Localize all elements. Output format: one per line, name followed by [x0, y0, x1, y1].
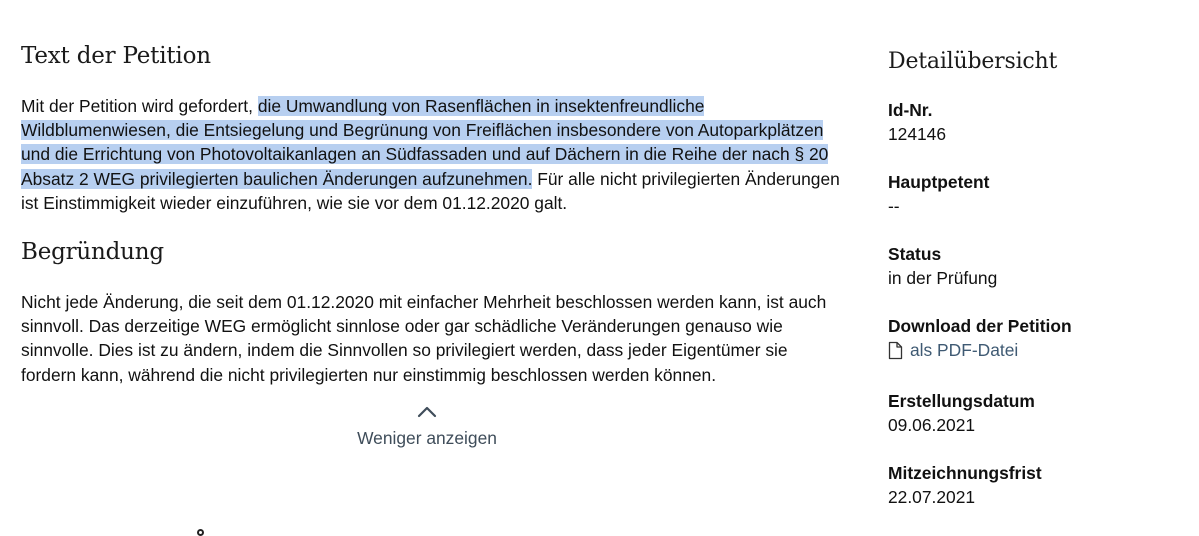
petition-main-content — [21, 40, 841, 387]
petition-text-heading: Text der Petition — [21, 43, 211, 69]
detail-status-value: in der Prüfung — [888, 268, 998, 288]
detail-download — [888, 314, 1188, 365]
detail-deadline-value: 22.07.2021 — [888, 486, 976, 507]
detail-created-label: Erstellungsdatum — [888, 390, 1035, 411]
petition-text-intro: Mit der Petition wird gefordert, — [21, 96, 258, 116]
sidebar-title: Detailübersicht — [888, 49, 1058, 74]
detail-deadline-label: Mitzeichnungsfrist — [888, 462, 1042, 483]
petition-text-selected: die Umwandlung von Rasenflächen in insektenfreundliche Wildblumenwiesen, die Entsiegelung und Begrünung von Freiflächen insbesondere von Autoparkplätzen und die Errichtung von Photovoltaikanlagen an Südfassaden und auf Dächern in die Reihe der nach § 20 Absatz 2 WEG privilegierten baulichen Änderungen aufzunehmen. — [21, 96, 829, 189]
detail-status — [888, 242, 1188, 290]
download-pdf-link[interactable] — [888, 338, 1018, 362]
show-less-label: Weniger anzeigen — [357, 428, 497, 448]
detail-status-label: Status — [888, 244, 942, 264]
detail-download-label: Download der Petition — [888, 316, 1072, 336]
begruendung-text: Nicht jede Änderung, die seit dem 01.12.2020 mit einfacher Mehrheit beschlossen werden kann, ist auch sinnvoll. Das derzeitige WEG ermöglicht sinnlose oder gar schädliche Veränderungen genauso wie sinnvolle. Dies ist zu ändern, indem die Sinnvollen so privilegiert werden, dass jeder Eigentümer sie fordern kann, während die nicht privilegierten nur einstimmig beschlossen werden können. — [21, 292, 827, 385]
petition-text — [21, 94, 841, 215]
detail-id — [888, 98, 1188, 146]
detail-petent — [888, 170, 1188, 218]
file-icon — [888, 341, 903, 360]
download-pdf-label: als PDF-Datei — [910, 340, 1019, 360]
begruendung-heading: Begründung — [21, 239, 164, 266]
detail-created — [888, 389, 1188, 437]
detail-deadline — [888, 461, 1188, 509]
detail-petent-label: Hauptpetent — [888, 172, 990, 192]
chevron-up-icon — [416, 404, 438, 418]
detail-sidebar — [888, 46, 1188, 533]
petition-text-rest: Für alle nicht privilegierten Änderungen ist Einstimmigkeit wieder einzuführen, wie sie vor dem 01.12.2020 galt. — [21, 168, 840, 213]
detail-id-value: 124146 — [888, 124, 947, 144]
detail-id-label: Id-Nr. — [888, 100, 933, 120]
detail-petent-value: -- — [888, 196, 900, 216]
detail-created-value: 09.06.2021 — [888, 414, 976, 435]
show-less-button[interactable] — [300, 404, 554, 449]
